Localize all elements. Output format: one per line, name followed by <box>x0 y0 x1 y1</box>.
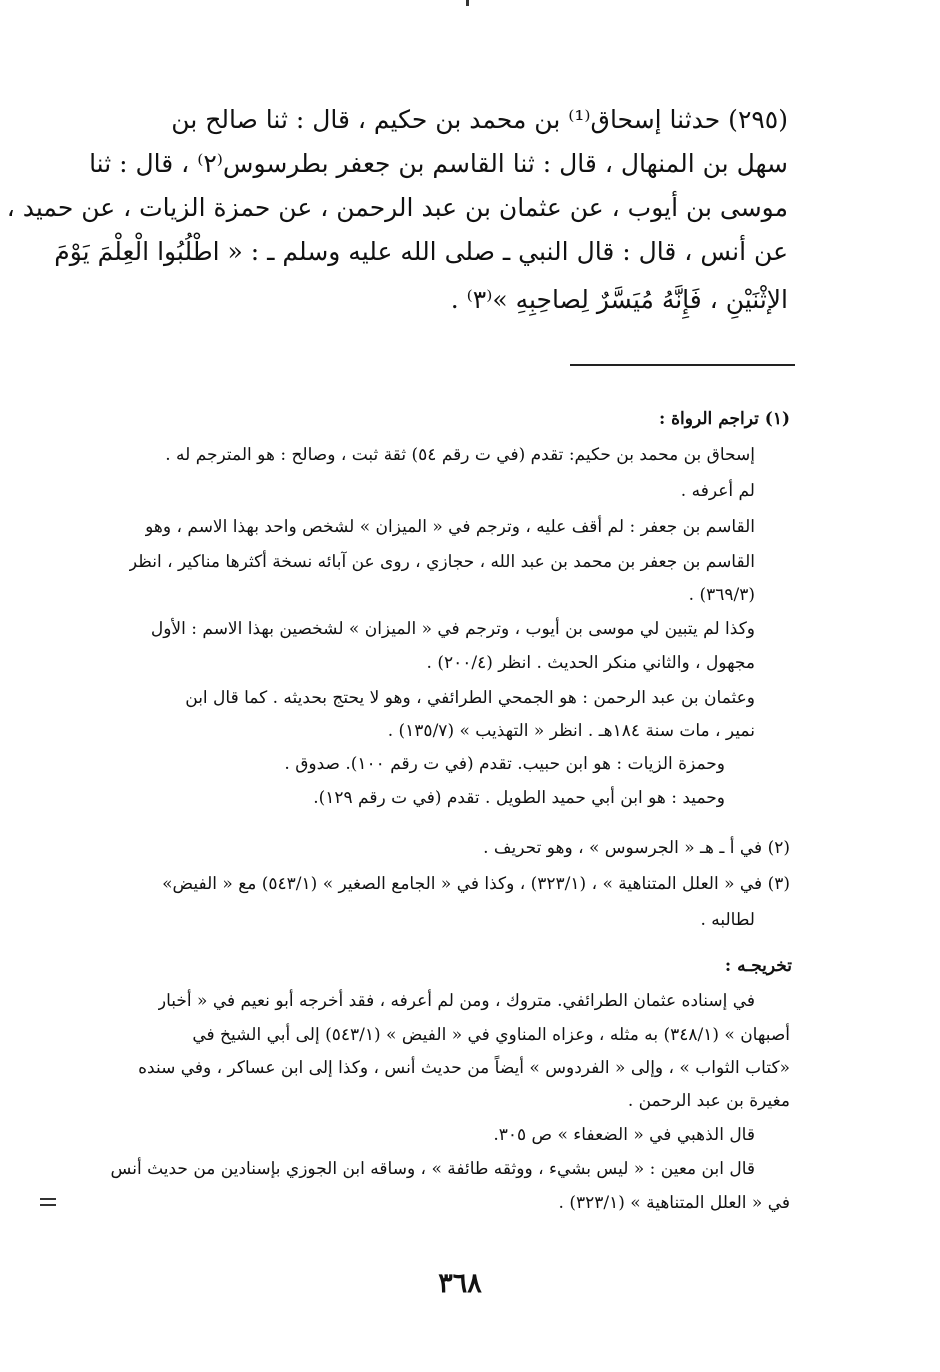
takhrij-line: في إسناده عثمان الطرائفي. متروك ، ومن لم أعرفه ، فقد أخرجه أبو نعيم في « أخبار <box>157 991 755 1011</box>
footnote-line: القاسم بن جعفر : لم أقف عليه ، وترجم في « الميزان » لشخص واحد بهذا الاسم ، وهو <box>145 517 755 537</box>
footnote-3-line: (٣) في « العلل المتناهية » ، (٣٢٣/١) ، وكذا في « الجامع الصغير » (٥٤٣/١) مع « الفيض» <box>162 874 790 894</box>
takhrij-line: في « العلل المتناهية » (٣٢٣/١) . <box>558 1193 790 1213</box>
footnote-line: وحمزة الزيات : هو ابن حبيب. تقدم (في ت رقم ١٠٠). صدوق . <box>284 754 725 774</box>
footnote-2: (٢) في أ ـ هـ « الجرسوس » ، وهو تحريف . <box>483 838 790 858</box>
footnote-separator <box>570 364 795 366</box>
footnote-heading: (١) تراجم الرواة : <box>658 409 790 429</box>
takhrij-line: قال ابن معين : « ليس بشيء ، ووثقه طائفة » ، وساقه ابن الجوزي بإسنادين من حديث أنس <box>110 1159 755 1179</box>
takhrij-heading: تخريجـه : <box>724 956 792 976</box>
takhrij-line: أصبهان » (٣٤٨/١) به مثله ، وعزاه المناوي في « الفيض » (٥٤٣/١) إلى أبي الشيخ في <box>192 1025 790 1045</box>
top-tick-mark <box>466 0 469 6</box>
footnote-3-line: لطالبه . <box>700 910 755 930</box>
takhrij-line: قال الذهبي في « الضعفاء » ص ٣٠٥. <box>493 1125 755 1145</box>
hadith-line: موسى بن أيوب ، عن عثمان بن عبد الرحمن ، عن حمزة الزيات ، عن حميد ، <box>6 193 788 222</box>
hadith-line: سهل بن المنهال ، قال : ثنا القاسم بن جعفر بطرسوس⁽٢⁾ ، قال : ثنا <box>89 149 788 178</box>
hadith-line: (٢٩٥) حدثنا إسحاق⁽¹⁾ بن محمد بن حكيم ، قال : ثنا صالح بن <box>171 105 788 134</box>
footnote-line: مجهول ، والثاني منكر الحديث . انظر (٢٠٠/٤) . <box>426 653 755 673</box>
footnote-line: وعثمان بن عبد الرحمن : هو الجمحي الطرائفي ، وهو لا يحتج بحديثه . كما قال ابن <box>185 688 755 708</box>
footnote-line: نمير ، مات سنة ١٨٤هـ . انظر « التهذيب » (١٣٥/٧) . <box>387 721 755 741</box>
footnote-line: (٣٦٩/٣) . <box>688 585 755 605</box>
takhrij-line: «كتاب الثواب » ، وإلى « الفردوس » أيضاً من حديث أنس ، وكذا إلى ابن عساكر ، وفي سنده <box>138 1058 790 1078</box>
footnote-line: إسحاق بن محمد بن حكيم: تقدم (في ت رقم ٥٤) ثقة ثبت ، وصالح : هو المترجم له . <box>165 445 755 465</box>
takhrij-line: مغيرة بن عبد الرحمن . <box>627 1091 790 1111</box>
margin-mark <box>40 1198 56 1210</box>
footnote-line: لم أعرفه . <box>680 481 755 501</box>
hadith-line: الإثْنَيْنِ ، فَإِنَّهُ مُيَسَّرٌ لِصاحِبِهِ »⁽٣⁾ . <box>450 285 788 314</box>
hadith-line: عن أنس ، قال : قال النبي ـ صلى الله عليه وسلم ـ : « اطْلُبُوا الْعِلْمَ يَوْمَ <box>54 237 788 266</box>
footnote-line: القاسم بن جعفر بن محمد بن عبد الله ، حجازي ، روى عن آبائه نسخة أكثرها مناكير ، انظر <box>128 552 755 572</box>
footnote-line: وحميد : هو ابن أبي حميد الطويل . تقدم (في ت رقم ١٢٩). <box>313 788 725 808</box>
footnote-line: وكذا لم يتبين لي موسى بن أيوب ، وترجم في « الميزان » لشخصين بهذا الاسم : الأول <box>150 619 755 639</box>
page-number: ٣٦٨ <box>438 1268 482 1299</box>
